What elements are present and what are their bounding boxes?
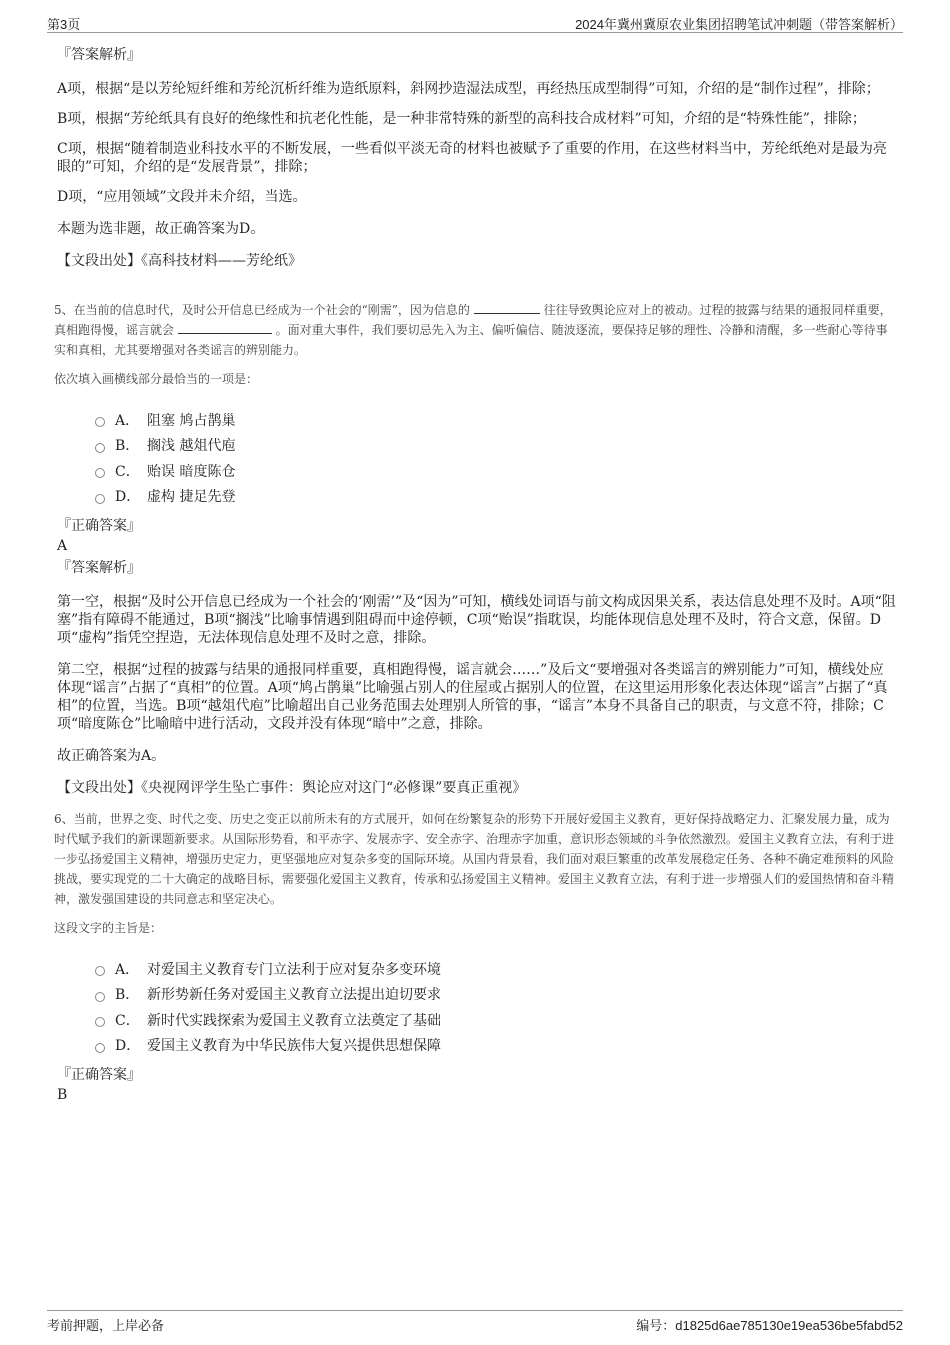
option-a[interactable]: A． 对爱国主义教育专门立法利于应对复杂多变环境 <box>95 956 897 982</box>
analysis-paragraph: A项，根据“是以芳纶短纤维和芳纶沉析纤维为造纸原料，斜网抄造湿法成型，再经热压成型制得”可知，介绍的是“制作过程”，排除； <box>57 81 880 97</box>
stem-part-3: 。面对重大事件，我们要切忌先入为主、偏听偏信、随波逐流，要保持足够的理性、冷静和清醒，多一些耐心等待事实和真相，尤其要增强对各类谣言的辨别能力。 <box>54 323 888 357</box>
option-list <box>95 956 897 1058</box>
answer-label: 『正确答案』 <box>57 1067 141 1083</box>
page-footer <box>47 1310 903 1333</box>
option-d[interactable]: D． 虚构 捷足先登 <box>95 484 897 510</box>
question-prompt: 依次填入画横线部分最恰当的一项是： <box>54 372 259 386</box>
analysis-paragraph: D项，“应用领域”文段并未介绍，当选。 <box>57 189 307 205</box>
question-stem: 6、当前，世界之变、时代之变、历史之变正以前所未有的方式展开，如何在纷繁复杂的形势下开展好爱国主义教育，更好保持战略定力、汇聚发展力量，成为时代赋予我们的新课题新要求。从国际形势看，和平赤字、发展赤字、安全赤字、治理赤字加重，意识形态领域的斗争依然激烈。爱国主义教育立法，有利于进一步弘扬爱国主义精神，增强历史定力，更坚强地应对复杂多变的国际环境。从国内背景看，我们面对艰巨繁重的改革发展稳定任务、各种不确定难预料的风险挑战，要实现党的二十大确定的战略目标，需要强化爱国主义教育，传承和弘扬爱国主义精神。爱国主义教育立法，有利于进一步增强人们的爱国热情和奋斗精神，激发强国建设的共同意志和坚定决心。 <box>54 812 895 906</box>
analysis-paragraph: 第二空，根据“过程的披露与结果的通报同样重要，真相跑得慢，谣言就会……”及后文“要增强对各类谣言的辨别能力”可知，横线处应体现“谣言”占据了“真相”的位置。A项“鸠占鹊巢”比喻强占别人的住屋或占据别人的位置，在这里运用形象化表达体现“谣言”占据了“真相”的位置，当选。B项“越俎代庖”比喻超出自己业务范围去处理别人所管的事，“谣言”本身不具备自己的职责，与文意不符，排除；C项“暗度陈仓”比喻暗中进行活动，文段并没有体现“暗中”之意，排除。 <box>57 662 888 732</box>
question-stem <box>54 300 897 360</box>
answer-value: A <box>57 538 68 554</box>
page-header <box>47 12 903 33</box>
page-number: 第3页 <box>47 17 81 32</box>
source-citation: 【文段出处】《央视网评学生坠亡事件：舆论应对这门“必修课”要真正重视》 <box>57 780 527 796</box>
radio-icon[interactable] <box>95 1017 105 1027</box>
radio-icon[interactable] <box>95 468 105 478</box>
option-d[interactable]: D． 爱国主义教育为中华民族伟大复兴提供思想保障 <box>95 1033 897 1059</box>
analysis-label: 『答案解析』 <box>57 47 141 63</box>
analysis-paragraph: 第一空，根据“及时公开信息已经成为一个社会的‘刚需’”及“因为”可知，横线处词语与前文构成因果关系，表达信息处理不及时。A项“阻塞”指有障碍不能通过，B项“搁浅”比喻事情遇到阻碍而中途停顿，C项“贻误”指耽误，均能体现信息处理不及时，符合文意，保留。D项“虚构”指凭空捏造，无法体现信息处理不及时之意，排除。 <box>57 594 896 646</box>
radio-icon[interactable] <box>95 443 105 453</box>
radio-icon[interactable] <box>95 494 105 504</box>
question-prompt: 这段文字的主旨是： <box>54 921 163 935</box>
answer-label: 『正确答案』 <box>57 518 141 534</box>
source-citation: 【文段出处】《高科技材料——芳纶纸》 <box>57 253 302 269</box>
option-c[interactable]: C． 贻误 暗度陈仓 <box>95 458 897 484</box>
radio-icon[interactable] <box>95 1043 105 1053</box>
fill-blank-2 <box>178 320 272 334</box>
option-c[interactable]: C． 新时代实践探索为爱国主义教育立法奠定了基础 <box>95 1007 897 1033</box>
analysis-conclusion: 故正确答案为A。 <box>57 748 166 764</box>
radio-icon[interactable] <box>95 966 105 976</box>
analysis-paragraph: B项，根据“芳纶纸具有良好的绝缘性和抗老化性能，是一种非常特殊的新型的高科技合成材料”可知，介绍的是“特殊性能”，排除； <box>57 111 866 127</box>
footer-slogan: 考前押题，上岸必备 <box>47 1318 165 1333</box>
analysis-conclusion: 本题为选非题，故正确答案为D。 <box>57 221 265 237</box>
option-list <box>95 407 897 509</box>
stem-part-2: 往往导致舆论应对上的被动。过程的披露与结果的通报同样重要，真相跑得慢，谣言就会 <box>54 303 892 337</box>
analysis-label: 『答案解析』 <box>57 560 141 576</box>
question-5 <box>54 300 897 797</box>
radio-icon[interactable] <box>95 992 105 1002</box>
page-content <box>54 46 897 1112</box>
question-4-analysis <box>57 46 897 270</box>
radio-icon[interactable] <box>95 417 105 427</box>
option-b[interactable]: B． 新形势新任务对爱国主义教育立法提出迫切要求 <box>95 982 897 1008</box>
document-title: 2024年冀州冀原农业集团招聘笔试冲刺题（带答案解析） <box>575 17 903 32</box>
stem-part-1: 5、在当前的信息时代，及时公开信息已经成为一个社会的“刚需”，因为信息的 <box>54 303 470 317</box>
option-b[interactable]: B． 搁浅 越俎代庖 <box>95 433 897 459</box>
document-code: 编号：d1825d6ae785130e19ea536be5fabd52 <box>636 1318 903 1333</box>
question-6 <box>54 809 897 1104</box>
option-a[interactable]: A． 阻塞 鸠占鹊巢 <box>95 407 897 433</box>
fill-blank-1 <box>474 300 540 314</box>
answer-value: B <box>57 1087 68 1103</box>
analysis-paragraph: C项，根据“随着制造业科技水平的不断发展，一些看似平淡无奇的材料也被赋予了重要的作用，在这些材料当中，芳纶纸绝对是最为亮眼的”可知，介绍的是“发展背景”，排除； <box>57 141 887 175</box>
